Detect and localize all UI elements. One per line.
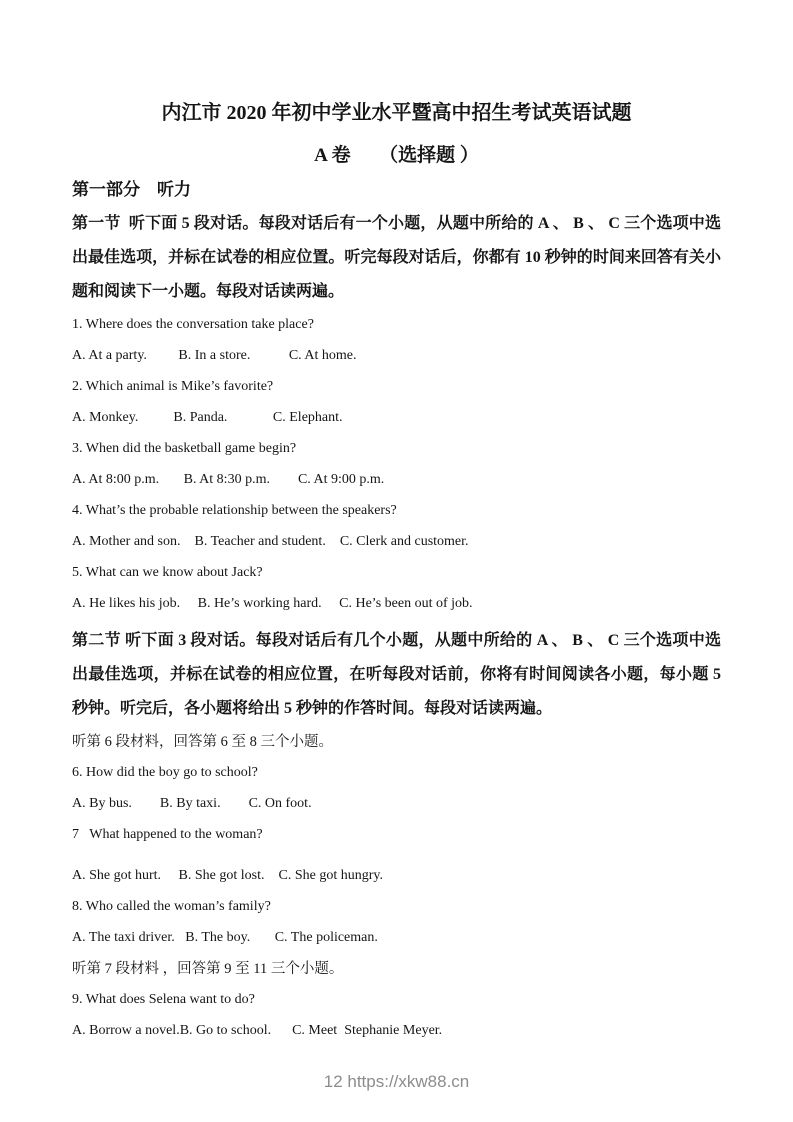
question-2-text: 2. Which animal is Mike’s favorite? — [72, 379, 274, 394]
material-6-note: 听第 6 段材料，回答第 6 至 8 三个小题。 — [72, 734, 333, 750]
page-title: 内江市 2020 年初中学业水平暨高中招生考试英语试题 — [161, 102, 632, 124]
section2-instructions: 第二节 听下面 3 段对话。每段对话后有几个小题，从题中所给的 A 、 B 、 C 三个选项中选出最佳选项，并标在试卷的相应位置，在听每段对话前，你将有时间阅读各小题，每小题 5 秒钟。听完后，各小题将给出 5 秒钟的作答时间。每段对话读两遍。 — [72, 632, 725, 717]
question-4-text: 4. What’s the probable relationship between the speakers? — [72, 503, 397, 518]
question-5-options: A. He likes his job. B. He’s working hard. C. He’s been out of job. — [72, 596, 473, 611]
question-2-options: A. Monkey. B. Panda. C. Elephant. — [72, 410, 343, 425]
part1-heading: 第一部分 听力 — [72, 180, 191, 199]
question-7-options: A. She got hurt. B. She got lost. C. She got hungry. — [72, 868, 383, 883]
question-6-text: 6. How did the boy go to school? — [72, 765, 258, 780]
question-3-text: 3. When did the basketball game begin? — [72, 441, 297, 456]
question-5-text: 5. What can we know about Jack? — [72, 565, 263, 580]
question-6-options: A. By bus. B. By taxi. C. On foot. — [72, 796, 312, 811]
question-8-text: 8. Who called the woman’s family? — [72, 899, 271, 914]
question-7-text: 7 What happened to the woman? — [72, 827, 263, 842]
section1-instructions: 第一节 听下面 5 段对话。每段对话后有一个小题，从题中所给的 A 、 B 、 C 三个选项中选出最佳选项，并标在试卷的相应位置。听完每段对话后，你都有 10 秒钟的时间来回答有关小题和阅读下一小题。每段对话读两遍。 — [72, 215, 721, 300]
question-9-text: 9. What does Selena want to do? — [72, 992, 255, 1007]
paper-type-subtitle: A 卷 （选择题 ） — [314, 145, 479, 166]
question-1-options: A. At a party. B. In a store. C. At home. — [72, 348, 357, 363]
question-4-options: A. Mother and son. B. Teacher and student. C. Clerk and customer. — [72, 534, 469, 549]
material-7-note: 听第 7 段材料 ，回答第 9 至 11 三个小题。 — [72, 961, 344, 977]
question-3-options: A. At 8:00 p.m. B. At 8:30 p.m. C. At 9:00 p.m. — [72, 472, 385, 487]
question-1-text: 1. Where does the conversation take place? — [72, 317, 314, 332]
page-footer-watermark: 12 https://xkw88.cn — [323, 1072, 470, 1091]
question-9-options: A. Borrow a novel.B. Go to school. C. Meet Stephanie Meyer. — [72, 1023, 443, 1038]
question-8-options: A. The taxi driver. B. The boy. C. The policeman. — [72, 930, 378, 945]
